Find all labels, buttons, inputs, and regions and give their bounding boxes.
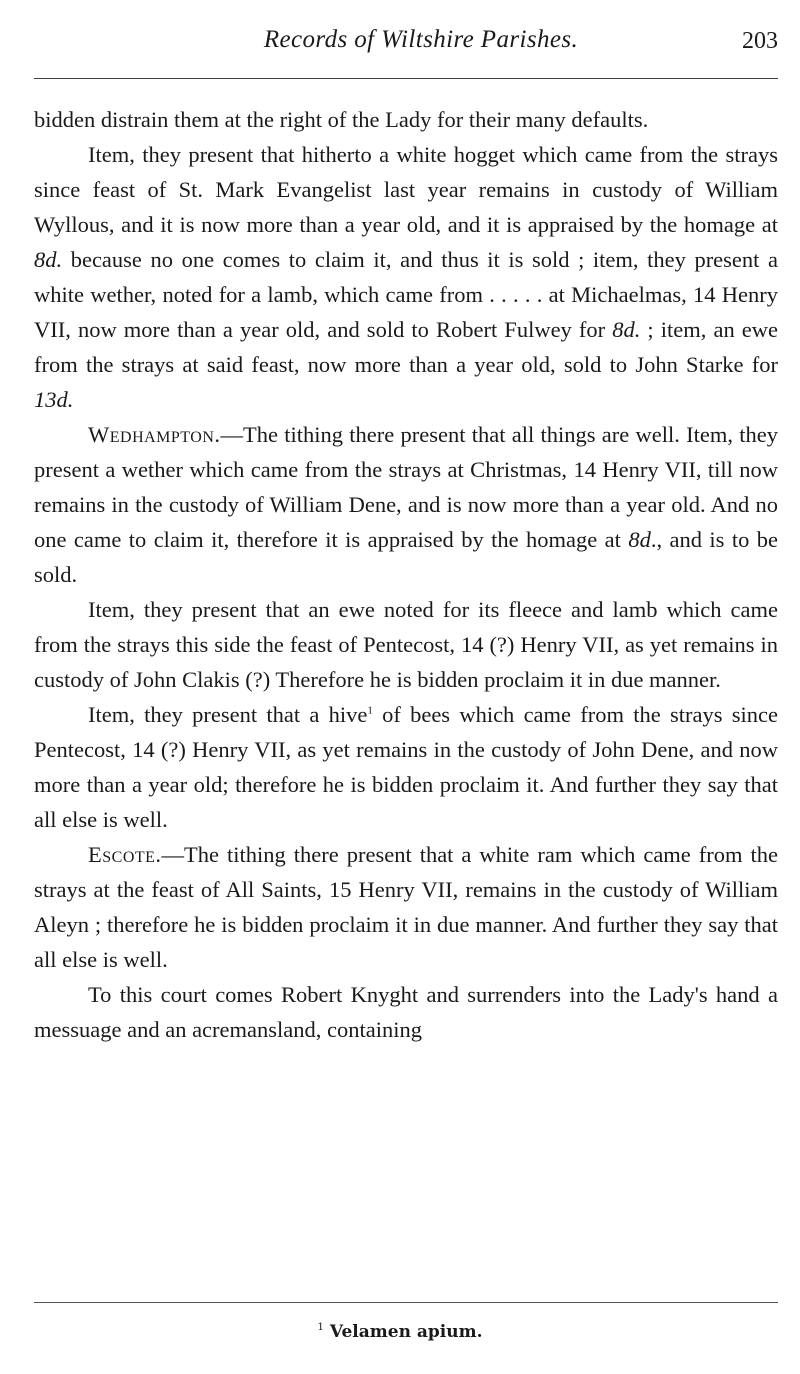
page-header — [34, 26, 778, 66]
paragraph-wedhampton — [34, 417, 778, 592]
footnote-rule — [34, 1302, 778, 1303]
paragraph-escote — [34, 837, 778, 977]
amount: 13d. — [34, 387, 74, 412]
paragraph-text: ., and is to be sold. — [34, 527, 778, 587]
footnote-text: Velamen apium. — [329, 1322, 483, 1342]
footnote — [0, 1322, 800, 1342]
paragraph-ewe — [34, 592, 778, 697]
page-number: 203 — [742, 28, 778, 54]
paragraph-text: ; item, an ewe from the strays at said feast, now more than a year old, sold to John Starke for — [34, 317, 779, 377]
paragraph-text: Item, they present that a hive — [88, 702, 368, 727]
amount: 8d — [628, 527, 651, 552]
paragraph-text: of bees which came from the strays since Pentecost, 14 (?) Henry VII, as yet remains in the custody of John Dene, and now more than a year old; therefore he is bidden proclaim it. And further they say that all else is well. — [34, 702, 779, 832]
paragraph-hogget — [34, 137, 778, 417]
amount: 8d. — [612, 317, 641, 342]
paragraph-text: To this court comes Robert Knyght and surrenders into the Lady's hand a messuage and an acremansland, containing — [34, 982, 778, 1042]
paragraph-text: —The tithing there present that a white ram which came from the strays at the feast of All Saints, 15 Henry VII, remains in the custody of William Aleyn ; therefore he is bidden proclaim it in due manner. And further they say that all else is well. — [34, 842, 778, 972]
amount: 8d. — [34, 247, 63, 272]
tithing-heading: Escote. — [88, 842, 162, 867]
footnote-reference: 1 — [367, 704, 373, 717]
paragraph-hive — [34, 697, 778, 837]
paragraph-surrender — [34, 977, 778, 1047]
body-text — [34, 102, 778, 1047]
paragraph-text: Item, they present that an ewe noted for its fleece and lamb which came from the strays this side the feast of Pentecost, 14 (?) Henry VII, as yet remains in custody of John Clakis (?) Therefore he is bidden proclaim it in due manner. — [34, 597, 778, 692]
paragraph-text: Item, they present that hitherto a white hogget which came from the strays since feast of St. Mark Evangelist last year remains in custody of William Wyllous, and it is now more than a year old, and it is appraised by the homage at — [34, 142, 778, 237]
paragraph-text: bidden distrain them at the right of the Lady for their many defaults. — [34, 107, 649, 132]
running-title: Records of Wiltshire Parishes. — [263, 26, 579, 53]
paragraph-text: because no one comes to claim it, and thus it is sold ; item, they present a white wether, noted for a lamb, which came from . . . . . at Michaelmas, 14 Henry VII, now more than a year old, and sold to Robert Fulwey for — [34, 247, 778, 342]
paragraph-continuation — [34, 102, 778, 137]
paragraph-text: —The tithing there present that all things are well. Item, they present a wether which came from the strays at Christmas, 14 Henry VII, till now remains in the custody of William Dene, and is now more than a year old. And no one came to claim it, therefore it is appraised by the homage at — [34, 422, 778, 552]
tithing-heading: Wedhampton. — [88, 422, 221, 447]
footnote-mark: 1 — [317, 1322, 324, 1334]
header-rule — [34, 78, 778, 79]
